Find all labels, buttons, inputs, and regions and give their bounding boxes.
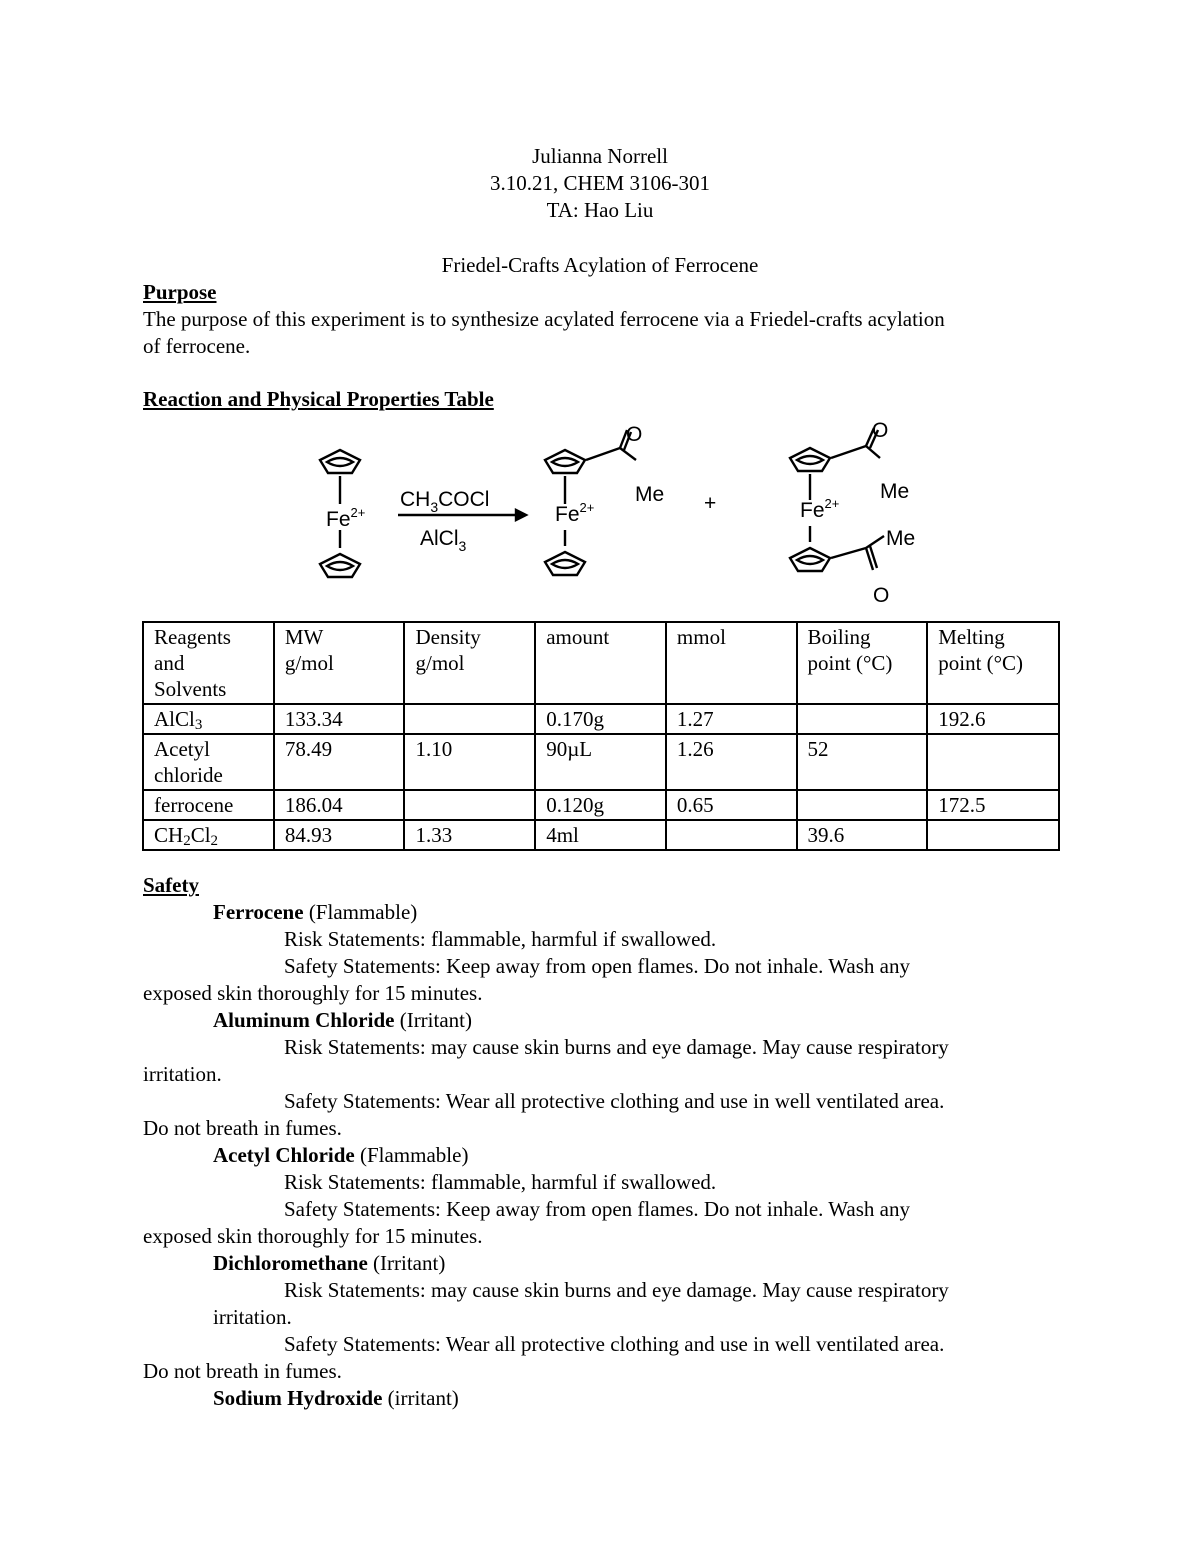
alcl-risk-1: Risk Statements: may cause skin burns and eye damage. May cause respiratory <box>284 1035 949 1059</box>
table-row <box>143 734 1059 790</box>
cell-mmol: 1.27 <box>666 704 797 734</box>
methyl-label-1: Me <box>635 483 665 506</box>
cell-amount: 0.170g <box>535 704 666 734</box>
cell-amount: 0.120g <box>535 790 666 820</box>
purpose-text-line-2: of ferrocene. <box>143 334 251 358</box>
table-row <box>143 820 1059 850</box>
cell-amount: 4ml <box>535 820 666 850</box>
header-amount: amount <box>535 622 666 704</box>
cell-mw: 84.93 <box>274 820 405 850</box>
plus-sign: + <box>704 492 717 515</box>
oxygen-label-2: O <box>872 419 889 442</box>
author-name: Julianna Norrell <box>532 144 668 168</box>
cell-mp: 172.5 <box>927 790 1059 820</box>
fe-label-1: $Fe^{2+}$ <box>326 505 366 531</box>
cell-mmol: 1.26 <box>666 734 797 790</box>
catalyst-label: AlCl$_3$ <box>420 527 467 554</box>
cell-bp <box>797 790 928 820</box>
ta-name: TA: Hao Liu <box>546 198 654 222</box>
cell-mp <box>927 734 1059 790</box>
oxygen-label-1: O <box>626 423 643 446</box>
document-title: Friedel-Crafts Acylation of Ferrocene <box>441 253 759 277</box>
header-melting-point: Melting point (°C) <box>927 622 1059 704</box>
reagent-label: $CH_3COCl$ <box>400 488 490 515</box>
physical-properties-table <box>142 621 1060 851</box>
cell-amount: 90µL <box>535 734 666 790</box>
cell-mw: 78.49 <box>274 734 405 790</box>
cell-name: Acetyl chloride <box>143 734 274 790</box>
ferrocene-risk: Risk Statements: flammable, harmful if swallowed. <box>284 927 717 951</box>
acetyl-safety-2: exposed skin thoroughly for 15 minutes. <box>143 1224 483 1248</box>
cell-bp: 52 <box>797 734 928 790</box>
header-density: Density g/mol <box>404 622 535 704</box>
cell-mmol: 0.65 <box>666 790 797 820</box>
acetyl-safety-title: Acetyl Chloride (Flammable) <box>213 1143 469 1167</box>
cell-mmol <box>666 820 797 850</box>
header-mmol: mmol <box>666 622 797 704</box>
acetyl-risk: Risk Statements: flammable, harmful if swallowed. <box>284 1170 717 1194</box>
purpose-heading: Purpose <box>143 280 217 304</box>
header-reagents: Reagents and Solvents <box>143 622 274 704</box>
cell-density <box>404 790 535 820</box>
cell-name: ferrocene <box>143 790 274 820</box>
alcl-safety-2: Do not breath in fumes. <box>143 1116 342 1140</box>
safety-heading: Safety <box>143 873 199 897</box>
methyl-label-3: Me <box>886 527 916 550</box>
cell-name: AlCl$_3$ <box>143 704 274 734</box>
reaction-scheme <box>290 418 940 610</box>
cell-bp: 39.6 <box>797 820 928 850</box>
cell-density: 1.33 <box>404 820 535 850</box>
cell-density <box>404 704 535 734</box>
table-row <box>143 704 1059 734</box>
table-header-row <box>143 622 1059 704</box>
cell-mp: 192.6 <box>927 704 1059 734</box>
fe-label-2: $Fe^{2+}$ <box>555 500 595 526</box>
cell-mp <box>927 820 1059 850</box>
cell-name: $CH_2Cl_2$ <box>143 820 274 850</box>
dcm-safety-1: Safety Statements: Wear all protective clothing and use in well ventilated area. <box>284 1332 945 1356</box>
ferrocene-safety-2: exposed skin thoroughly for 15 minutes. <box>143 981 483 1005</box>
cell-bp <box>797 704 928 734</box>
reaction-heading: Reaction and Physical Properties Table <box>143 387 494 411</box>
alcl-risk-2: irritation. <box>143 1062 222 1086</box>
oxygen-label-3: O <box>873 584 890 607</box>
ferrocene-safety-title: Ferrocene (Flammable) <box>213 900 418 924</box>
date-course: 3.10.21, CHEM 3106-301 <box>490 171 710 195</box>
cell-density: 1.10 <box>404 734 535 790</box>
alcl-safety-1: Safety Statements: Wear all protective clothing and use in well ventilated area. <box>284 1089 945 1113</box>
dcm-safety-2: Do not breath in fumes. <box>143 1359 342 1383</box>
cell-mw: 186.04 <box>274 790 405 820</box>
dcm-risk-1: Risk Statements: may cause skin burns and eye damage. May cause respiratory <box>284 1278 949 1302</box>
naoh-safety-title: Sodium Hydroxide (irritant) <box>213 1386 459 1410</box>
fe-label-3: $Fe^{2+}$ <box>800 496 840 522</box>
dcm-safety-title: Dichloromethane (Irritant) <box>213 1251 446 1275</box>
header-boiling-point: Boiling point (°C) <box>797 622 928 704</box>
purpose-text-line-1: The purpose of this experiment is to synthesize acylated ferrocene via a Friedel-crafts acylation <box>143 307 945 331</box>
dcm-risk-2: irritation. <box>213 1305 292 1329</box>
alcl-safety-title: Aluminum Chloride (Irritant) <box>213 1008 472 1032</box>
header-mw: MW g/mol <box>274 622 405 704</box>
ferrocene-safety-1: Safety Statements: Keep away from open flames. Do not inhale. Wash any <box>284 954 911 978</box>
methyl-label-2: Me <box>880 480 910 503</box>
cell-mw: 133.34 <box>274 704 405 734</box>
table-row <box>143 790 1059 820</box>
acetyl-safety-1: Safety Statements: Keep away from open flames. Do not inhale. Wash any <box>284 1197 911 1221</box>
